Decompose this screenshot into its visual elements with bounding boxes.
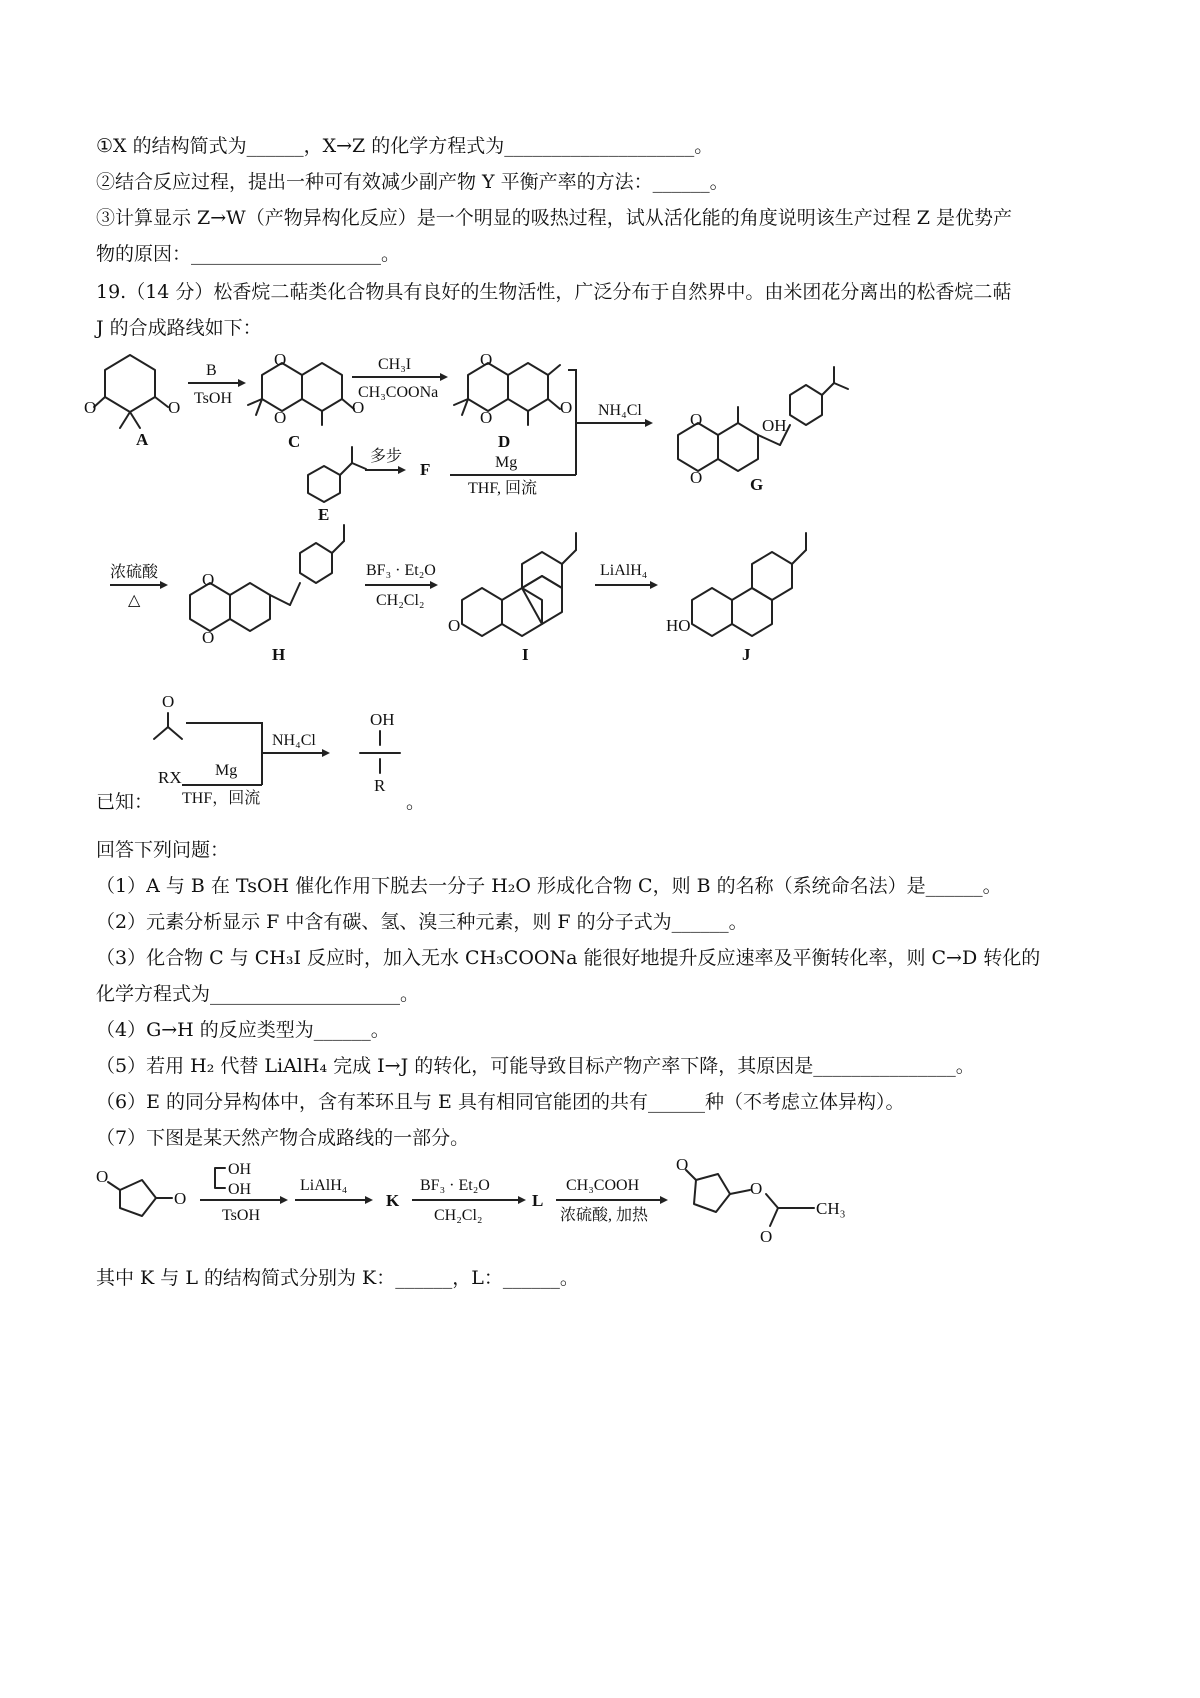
reagent-label: B bbox=[206, 362, 217, 379]
atom-label: O bbox=[84, 398, 97, 417]
compound-label: A bbox=[136, 430, 149, 449]
atom-label: OH bbox=[762, 416, 787, 435]
compound-g-structure bbox=[678, 367, 848, 487]
atom-label: O bbox=[560, 398, 573, 417]
text-line: ①X 的结构简式为______，X→Z 的化学方程式为____________________。 bbox=[96, 135, 714, 157]
compound-label: I bbox=[522, 645, 529, 664]
known-suffix: 。 bbox=[406, 791, 426, 813]
atom-label: O bbox=[676, 1155, 689, 1174]
known-prefix: 已知： bbox=[96, 791, 154, 813]
text-line: 物的原因：____________________。 bbox=[96, 243, 401, 265]
reagent-label: LiAlH₄ bbox=[600, 562, 648, 579]
atom-label: OH bbox=[370, 710, 395, 729]
compound-h-structure bbox=[190, 525, 344, 647]
reagent-label: 浓硫酸, 加热 bbox=[560, 1207, 649, 1224]
reagent-label: THF，回流 bbox=[182, 790, 261, 807]
question-item: （4）G→H 的反应类型为______。 bbox=[96, 1019, 390, 1041]
atom-label: O bbox=[202, 628, 215, 647]
question-item: （2）元素分析显示 F 中含有碳、氢、溴三种元素，则 F 的分子式为______。 bbox=[96, 911, 748, 933]
question-item: （1）A 与 B 在 TsOH 催化作用下脱去一分子 H₂O 形成化合物 C，则 B 的名称（系统命名法）是______。 bbox=[96, 875, 1002, 897]
compound-label: C bbox=[288, 432, 301, 451]
question-19-intro: J 的合成路线如下： bbox=[96, 317, 262, 339]
atom-label: HO bbox=[666, 616, 691, 635]
reagent-label: NH₄Cl bbox=[598, 402, 642, 419]
answer-header: 回答下列问题： bbox=[96, 839, 230, 861]
final-question-line: 其中 K 与 L 的结构简式分别为 K：______，L：______。 bbox=[96, 1267, 579, 1289]
atom-label: O bbox=[96, 1167, 109, 1186]
compound-e-structure bbox=[308, 447, 366, 502]
compound-label: D bbox=[498, 432, 511, 451]
compound-label: H bbox=[272, 645, 286, 664]
reagent-label: Mg bbox=[215, 762, 238, 779]
atom-label: O bbox=[274, 350, 287, 369]
compound-label: G bbox=[750, 475, 764, 494]
compound-label: F bbox=[420, 460, 431, 479]
synthesis-scheme bbox=[84, 335, 870, 685]
atom-label: O bbox=[750, 1179, 763, 1198]
atom-label: CH₃ bbox=[816, 1199, 846, 1218]
reagent-label: CH₃COONa bbox=[358, 384, 439, 401]
text-line: ③计算显示 Z→W（产物异构化反应）是一个明显的吸热过程，试从活化能的角度说明该生产过程 Z 是优势产 bbox=[96, 207, 1012, 229]
atom-label: O bbox=[274, 408, 287, 427]
atom-label: O bbox=[480, 350, 493, 369]
question-item: （5）若用 H₂ 代替 LiAlH₄ 完成 I→J 的转化，可能导致目标产物产率下降，其原因是_______________。 bbox=[96, 1055, 975, 1077]
atom-label: O bbox=[480, 408, 493, 427]
reagent-label: LiAlH₄ bbox=[300, 1177, 348, 1194]
reagent-label: NH₄Cl bbox=[272, 732, 316, 749]
question-item: （7）下图是某天然产物合成路线的一部分。 bbox=[96, 1127, 470, 1149]
reagent-label: 多步 bbox=[370, 448, 403, 465]
compound-i-structure bbox=[448, 533, 576, 636]
question-item: （6）E 的同分异构体中，含有苯环且与 E 具有相同官能团的共有______种（不考虑立体异构）。 bbox=[96, 1091, 905, 1113]
synthesis-scheme-2 bbox=[90, 1150, 870, 1250]
compound-label: L bbox=[532, 1191, 544, 1210]
reagent-label: TsOH bbox=[194, 390, 232, 407]
atom-label: O bbox=[760, 1227, 773, 1246]
reagent-label: CH₃COOH bbox=[566, 1177, 640, 1194]
compound-c-structure bbox=[248, 350, 364, 427]
atom-label: O bbox=[168, 398, 181, 417]
atom-label: R bbox=[374, 776, 386, 795]
compound-label: K bbox=[386, 1191, 400, 1210]
compound-j-structure bbox=[666, 533, 806, 636]
reagent-label: CH₂Cl₂ bbox=[434, 1207, 483, 1224]
reagent-label: BF₃ · Et₂O bbox=[420, 1177, 490, 1194]
reagent-label: THF, 回流 bbox=[468, 480, 537, 497]
atom-label: O bbox=[352, 398, 365, 417]
reagent-label: CH₂Cl₂ bbox=[376, 592, 425, 609]
reagent-label: CH₃I bbox=[378, 356, 412, 373]
atom-label: O bbox=[448, 616, 461, 635]
known-rx: RX bbox=[158, 768, 182, 787]
atom-label: O bbox=[690, 410, 703, 429]
compound-a-structure bbox=[84, 355, 180, 428]
compound-d-structure bbox=[454, 350, 572, 427]
reagent-label: OH bbox=[228, 1181, 252, 1198]
compound-label: E bbox=[318, 505, 330, 524]
atom-label: O bbox=[202, 570, 215, 589]
question-item: （3）化合物 C 与 CH₃I 反应时，加入无水 CH₃COONa 能很好地提升反应速率及平衡转化率，则 C→D 转化的 bbox=[96, 947, 1041, 969]
reagent-label: TsOH bbox=[222, 1207, 260, 1224]
reagent-label: 浓硫酸 bbox=[110, 564, 159, 581]
reagent-label: Mg bbox=[495, 454, 518, 471]
question-item: 化学方程式为____________________。 bbox=[96, 983, 420, 1005]
compound-label: J bbox=[742, 645, 751, 664]
question-19-intro: 19.（14 分）松香烷二萜类化合物具有良好的生物活性，广泛分布于自然界中。由米团花分离出的松香烷二萜 bbox=[96, 281, 1012, 303]
atom-label: O bbox=[174, 1189, 187, 1208]
reagent-label: BF₃ · Et₂O bbox=[366, 562, 436, 579]
reagent-label: OH bbox=[228, 1161, 252, 1178]
atom-label: O bbox=[690, 468, 703, 487]
reagent-label: △ bbox=[128, 592, 141, 609]
text-line: ②结合反应过程，提出一种可有效减少副产物 Y 平衡产率的方法：______。 bbox=[96, 171, 729, 193]
atom-label: O bbox=[162, 692, 175, 711]
